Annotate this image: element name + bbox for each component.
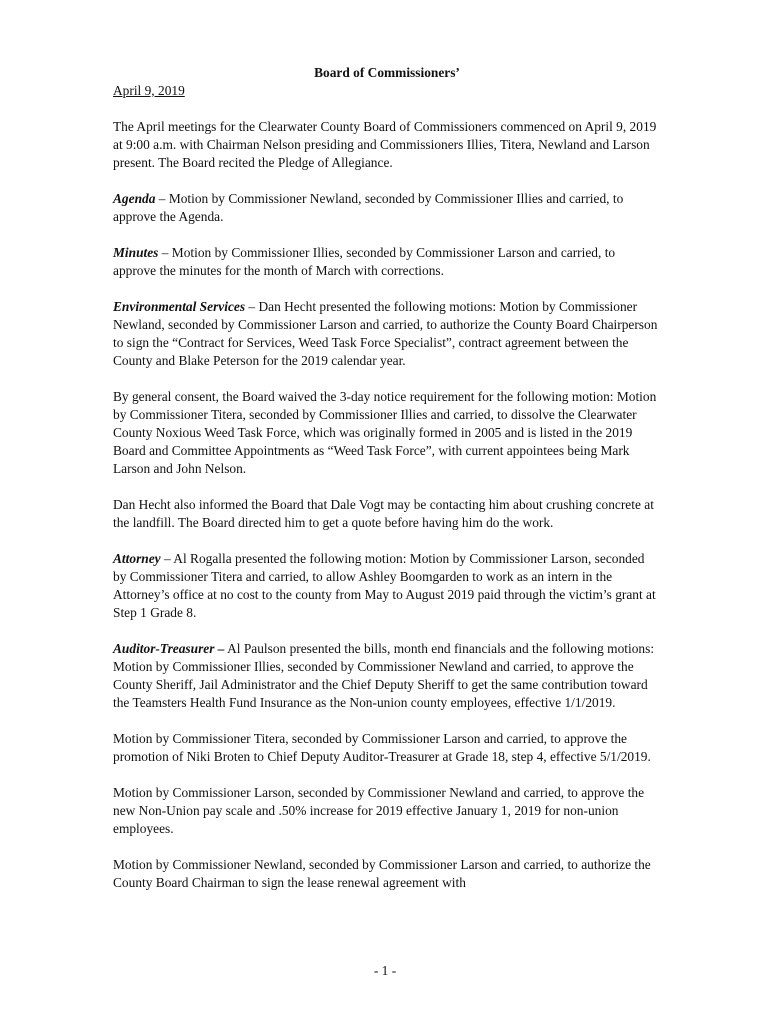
auditor-heading: Auditor-Treasurer – — [113, 641, 225, 656]
intro-paragraph: The April meetings for the Clearwater County Board of Commissioners commenced on April 9, 2019 at 9:00 a.m. with Chairman Nelson presiding and Commissioners Illies, Titera, Newland and Larson present. The Board recited the Pledge of Allegiance. — [113, 119, 657, 170]
lease-motion-paragraph: Motion by Commissioner Newland, seconded by Commissioner Larson and carried, to authorize the County Board Chairman to sign the lease renewal agreement with — [113, 857, 651, 890]
dan-hecht-paragraph: Dan Hecht also informed the Board that Dale Vogt may be contacting him about crushing concrete at the landfill. The Board directed him to get a quote before having him do the work. — [113, 497, 654, 530]
agenda-heading: Agenda — [113, 191, 156, 206]
environmental-heading: Environmental Services — [113, 299, 246, 314]
meeting-date: April 9, 2019 — [113, 83, 185, 98]
document-title: Board of Commissioners’ — [314, 65, 460, 80]
promotion-motion-paragraph: Motion by Commissioner Titera, seconded by Commissioner Larson and carried, to approve the promotion of Niki Broten to Chief Deputy Auditor-Treasurer at Grade 18, step 4, effective 5/1/2019. — [113, 731, 651, 764]
document-page — [113, 64, 661, 892]
page-number: - 1 - — [373, 963, 397, 978]
attorney-heading: Attorney — [113, 551, 161, 566]
general-consent-paragraph: By general consent, the Board waived the 3-day notice requirement for the following motion: Motion by Commissioner Titera, seconded by Commissioner Illies and carried, to dissolve the Clearwater County Noxious Weed Task Force, which was originally formed in 2005 and is listed in the 2019 Board and Committee Appointments as “Weed Task Force”, with current appointees being Mark Larson and John Nelson. — [113, 389, 657, 476]
auditor-text: Al Paulson presented the bills, month end financials and the following motions: Motion by Commissioner Illies, seconded by Commissioner Newland and carried, to approve the County Sheriff, Jail Administrator and the Chief Deputy Sheriff to get the same contribution toward the Teamsters Health Fund Insurance as the Non-union county employees, effective 1/1/2019. — [113, 641, 655, 710]
environmental-paragraph — [113, 298, 661, 370]
environmental-text: – Dan Hecht presented the following motions: Motion by Commissioner Newland, seconded by Commissioner Larson and carried, to authorize the County Board Chairperson to sign the “Contract for Services, Weed Task Force Specialist”, contract agreement between the County and Blake Peterson for the 2019 calendar year. — [113, 299, 658, 368]
minutes-paragraph — [113, 244, 661, 280]
attorney-text: – Al Rogalla presented the following motion: Motion by Commissioner Larson, seconded by Commissioner Titera and carried, to allow Ashley Boomgarden to work as an intern in the Attorney’s office at no cost to the county from May to August 2019 paid through the victim’s grant at Step 1 Grade 8. — [113, 551, 656, 620]
minutes-text: – Motion by Commissioner Illies, seconded by Commissioner Larson and carried, to approve the minutes for the month of March with corrections. — [113, 245, 616, 278]
agenda-paragraph — [113, 190, 661, 226]
attorney-paragraph — [113, 550, 661, 622]
agenda-text: – Motion by Commissioner Newland, seconded by Commissioner Illies and carried, to approve the Agenda. — [113, 191, 624, 224]
payscale-motion-paragraph: Motion by Commissioner Larson, seconded by Commissioner Newland and carried, to approve the new Non-Union pay scale and .50% increase for 2019 effective January 1, 2019 for non-union employees. — [113, 785, 645, 836]
minutes-heading: Minutes — [113, 245, 159, 260]
auditor-paragraph — [113, 640, 661, 712]
